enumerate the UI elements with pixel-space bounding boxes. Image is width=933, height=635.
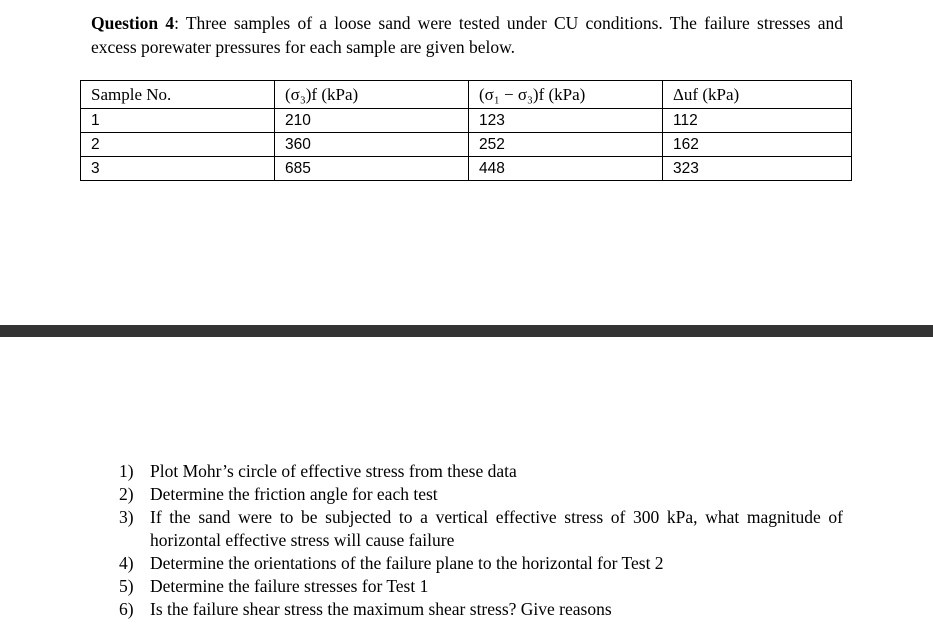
list-item-number: 1) <box>119 461 134 481</box>
list-item <box>105 575 843 598</box>
failure-data-table <box>80 80 852 181</box>
cell-deviator-stress: 123 <box>469 109 663 133</box>
header-sample-no: Sample No. <box>81 81 275 109</box>
table-row <box>81 133 852 157</box>
list-item <box>105 552 843 575</box>
cell-sigma3: 210 <box>275 109 469 133</box>
cell-sigma3: 685 <box>275 157 469 181</box>
list-item-text: If the sand were to be subjected to a vertical effective stress of 300 kPa, what magnitude of horizontal effective stress will cause failure <box>150 507 843 550</box>
list-item-number: 2) <box>119 484 134 504</box>
section-divider <box>0 325 933 337</box>
list-item-text: Is the failure shear stress the maximum shear stress? Give reasons <box>150 599 612 619</box>
list-item <box>105 483 843 506</box>
list-item-text: Determine the failure stresses for Test 1 <box>150 576 429 596</box>
list-item-number: 4) <box>119 553 134 573</box>
list-item <box>105 506 843 552</box>
header-deviator-stress: (σ₁ − σ₃)f (kPa) <box>469 81 663 109</box>
cell-sigma3: 360 <box>275 133 469 157</box>
list-item-number: 5) <box>119 576 134 596</box>
cell-excess-porewater: 162 <box>663 133 852 157</box>
cell-deviator-stress: 448 <box>469 157 663 181</box>
table-row <box>81 109 852 133</box>
list-item-number: 6) <box>119 599 134 619</box>
cell-excess-porewater: 323 <box>663 157 852 181</box>
list-item-text: Determine the friction angle for each test <box>150 484 438 504</box>
list-item-text: Determine the orientations of the failure plane to the horizontal for Test 2 <box>150 553 664 573</box>
cell-excess-porewater: 112 <box>663 109 852 133</box>
list-item-text: Plot Mohr’s circle of effective stress from these data <box>150 461 517 481</box>
table-row <box>81 157 852 181</box>
question-text: : Three samples of a loose sand were tested under CU conditions. The failure stresses and excess porewater pressures for each sample are given below. <box>91 13 843 57</box>
table-header-row <box>81 81 852 109</box>
header-excess-porewater: Δuf (kPa) <box>663 81 852 109</box>
cell-sample-no: 1 <box>81 109 275 133</box>
list-item-number: 3) <box>119 507 134 527</box>
cell-deviator-stress: 252 <box>469 133 663 157</box>
question-paragraph <box>91 11 843 59</box>
cell-sample-no: 3 <box>81 157 275 181</box>
list-item <box>105 460 843 483</box>
question-label: Question 4 <box>91 13 175 33</box>
list-item <box>105 598 843 621</box>
cell-sample-no: 2 <box>81 133 275 157</box>
header-sigma3: (σ₃)f (kPa) <box>275 81 469 109</box>
task-list <box>105 460 843 621</box>
